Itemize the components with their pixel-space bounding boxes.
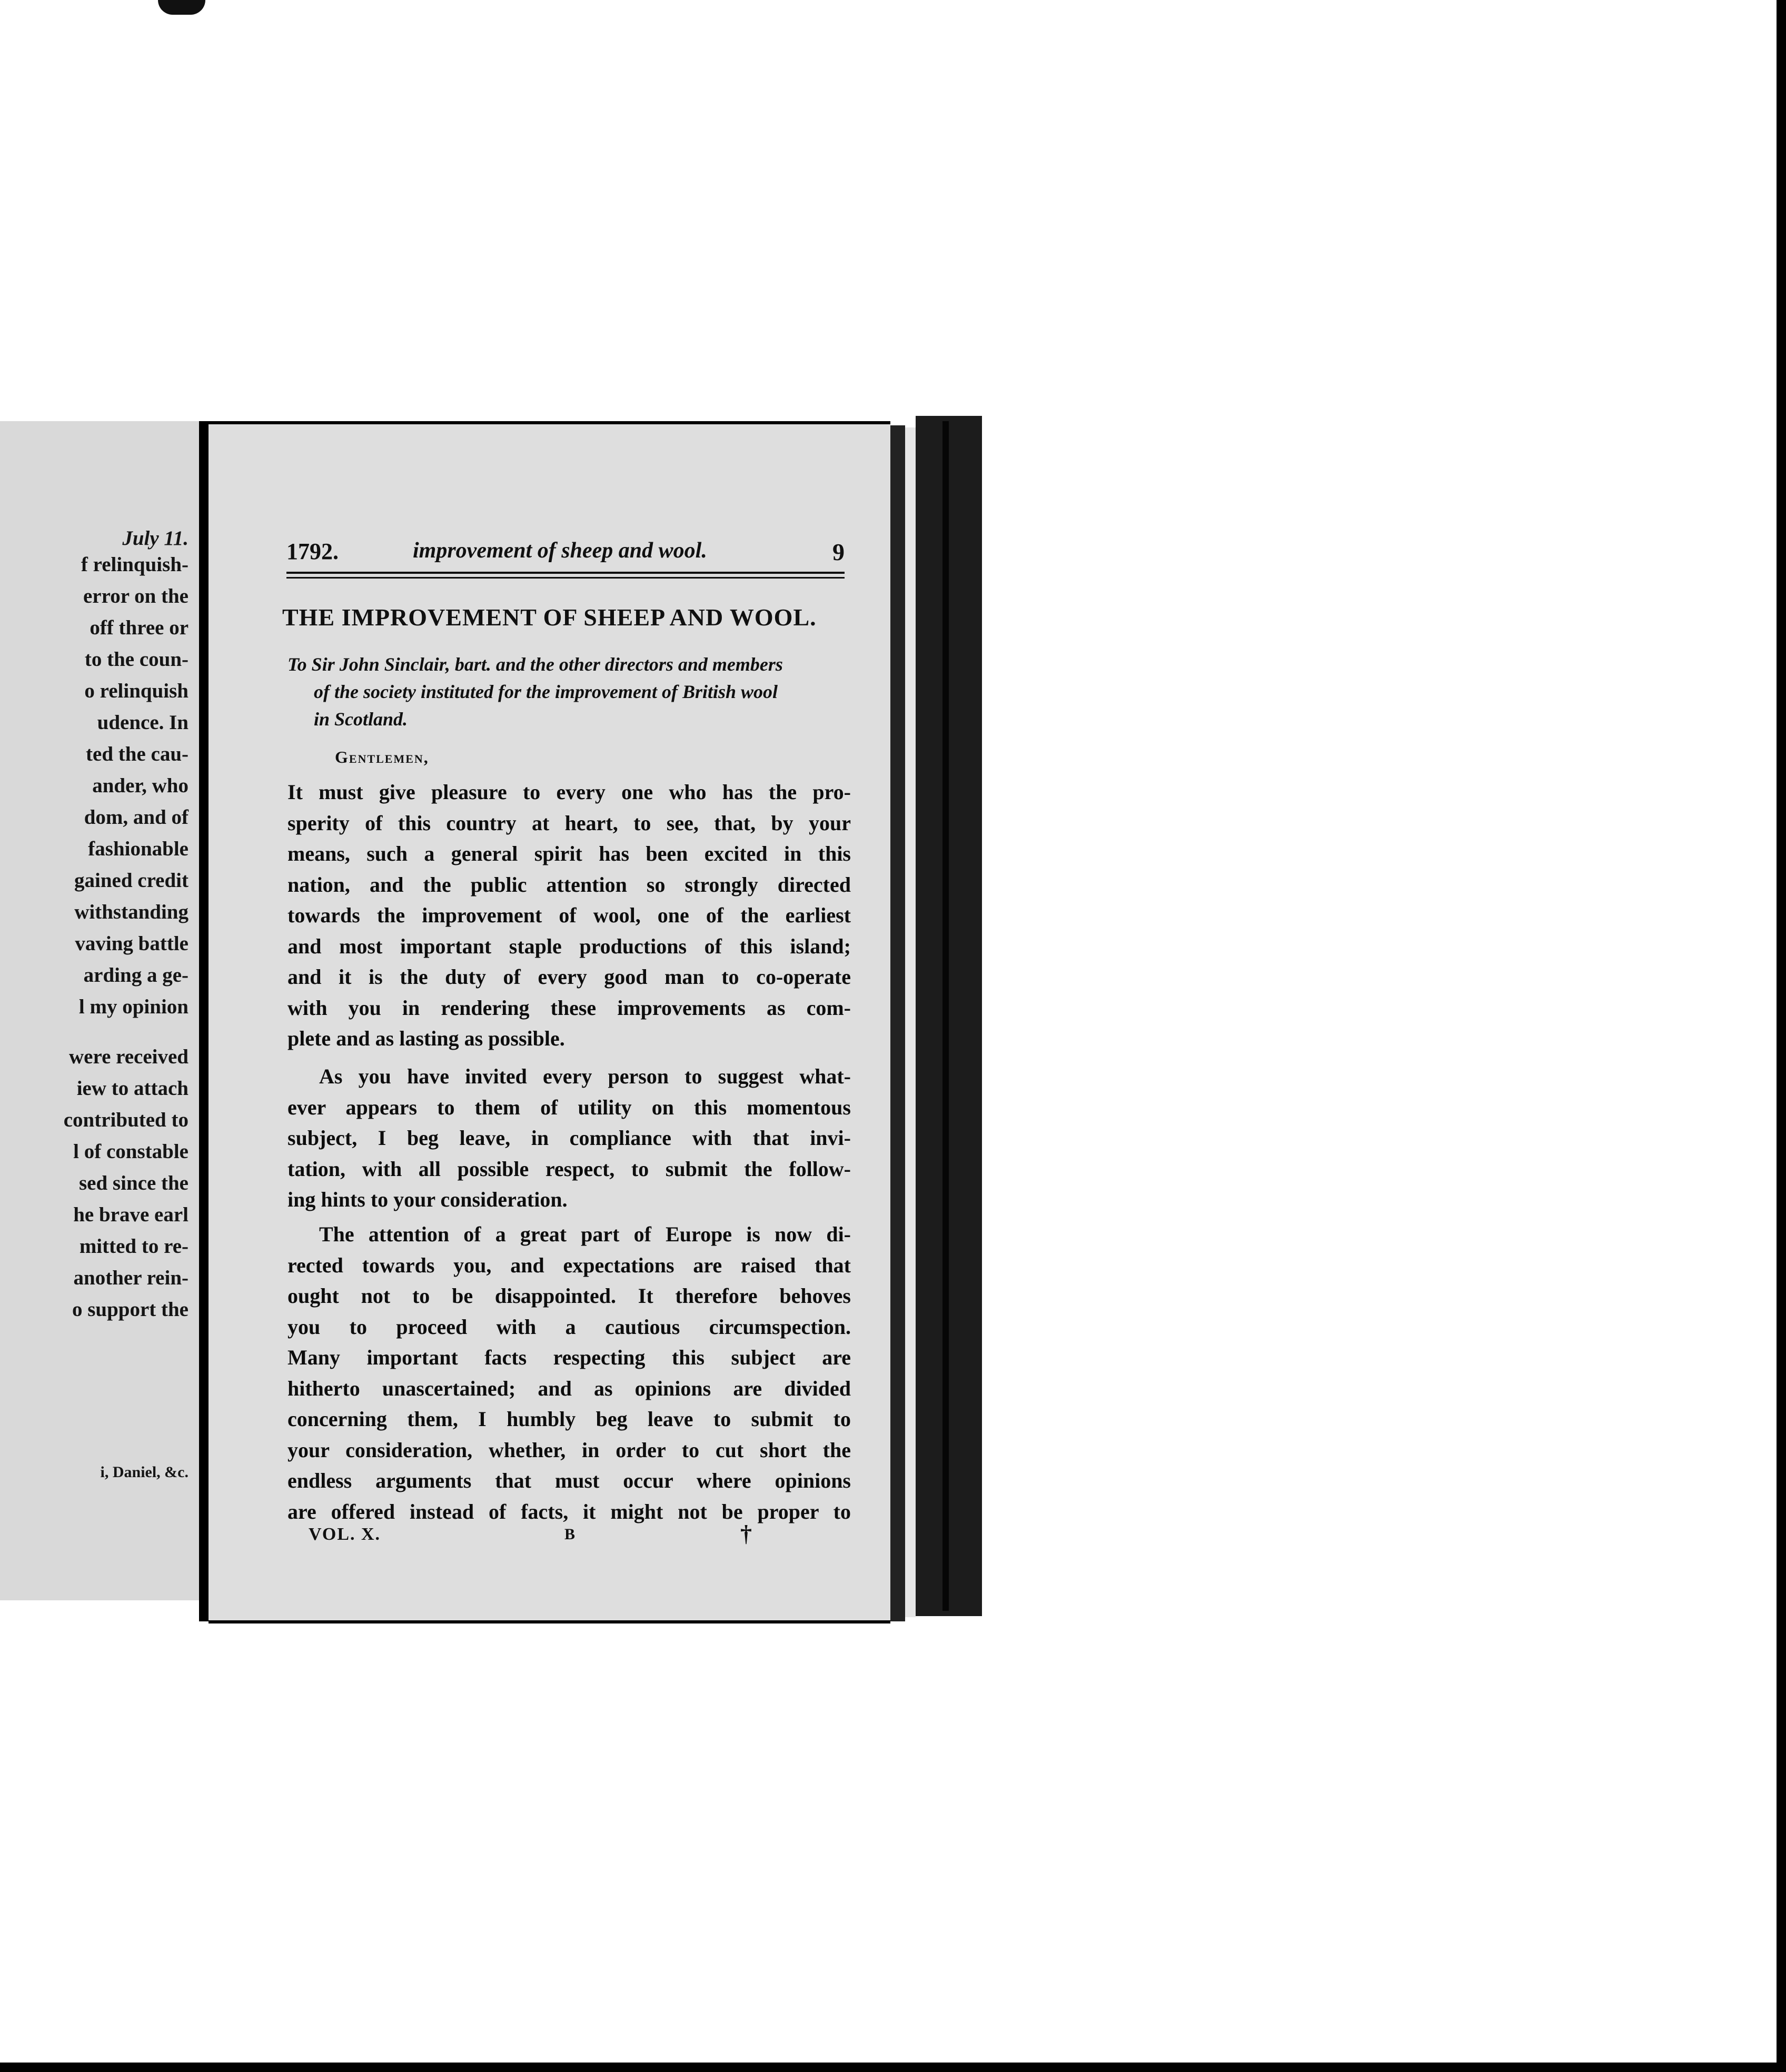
text-line: are offered instead of facts, it might not be proper to [287,1499,851,1523]
text-line: and most important staple productions of this island; [287,934,851,958]
right-page [209,421,890,1623]
left-page-line: mitted to re- [79,1235,188,1258]
text-line: The attention of a great part of Europe is now di- [319,1222,851,1246]
running-head-year: 1792. [286,539,339,564]
text-line: ought not to be disappointed. It therefore behoves [287,1284,851,1308]
left-page-line: o relinquish [84,680,188,702]
left-page-line: withstanding [74,901,188,923]
text-line: subject, I beg leave, in compliance with that invi- [287,1126,851,1150]
address-line: of the society instituted for the improvement of British wool [314,681,778,702]
signature-dagger: † [740,1521,752,1547]
text-line: sperity of this country at heart, to see, that, by your [287,811,851,835]
left-page-line: i, Daniel, &c. [100,1463,188,1481]
article-title: THE IMPROVEMENT OF SHEEP AND WOOL. [282,604,817,631]
page-edges [905,427,916,1617]
text-line: ever appears to them of utility on this momentous [287,1095,851,1119]
text-line: As you have invited every person to suggest what- [319,1064,851,1088]
paragraph-2 [287,1061,851,1216]
paragraph-1 [287,777,851,1054]
left-page-line: f relinquish- [81,553,188,576]
text-line: means, such a general spirit has been excited in this [287,842,851,865]
text-line: and it is the duty of every good man to co-operate [287,965,851,989]
left-page-line: vaving battle [75,932,188,955]
text-line: your consideration, whether, in order to cut short the [287,1438,851,1462]
text-line: ing hints to your consideration. [287,1188,568,1211]
header-rule-bottom [286,577,845,579]
signature-volume: VOL. X. [309,1525,381,1544]
text-line: concerning them, I humbly beg leave to submit to [287,1407,851,1431]
running-head [286,538,845,564]
book-cover-edge [916,416,982,1616]
salutation: Gentlemen, [335,748,429,766]
header-rule-top [286,572,845,574]
text-line: you to proceed with a cautious circumspection. [287,1314,851,1339]
left-page-line: udence. In [97,711,188,734]
paragraph-3 [287,1219,851,1527]
text-line: tation, with all possible respect, to submit the follow- [287,1157,851,1181]
left-page-line: ted the cau- [86,743,188,765]
book-spread [0,400,990,1627]
text-line: Many important facts respecting this subject are [287,1346,851,1369]
left-page-line: iew to attach [76,1077,188,1100]
signature-mark: B [564,1526,576,1543]
text-line: nation, and the public attention so strongly directed [287,872,851,896]
left-page-line: July 11. [122,527,188,550]
left-page-line: off three or [90,616,188,639]
left-page-line: arding a ge- [83,964,188,987]
address-block [287,651,851,733]
left-page-line: gained credit [74,869,188,892]
left-page-line: dom, and of [84,806,188,829]
left-page-line: were received [68,1045,188,1068]
left-page [0,421,203,1600]
left-page-line: l my opinion [78,995,188,1018]
left-page-line: another rein- [73,1267,188,1289]
text-line: with you in rendering these improvements as com- [287,995,851,1020]
left-page-line: contributed to [63,1109,188,1131]
book-gutter [199,421,209,1621]
left-page-line: l of constable [73,1140,188,1163]
left-page-line: he brave earl [73,1203,188,1226]
left-page-line: error on the [83,585,188,607]
page-number: 9 [832,539,845,565]
scan-artifact [158,0,205,15]
left-page-line: to the coun- [84,648,188,671]
address-line: To Sir John Sinclair, bart. and the other directors and members [287,654,783,675]
left-page-line: o support the [72,1298,188,1321]
text-line: plete and as lasting as possible. [287,1027,565,1050]
running-head-title: improvement of sheep and wool. [413,539,707,563]
left-page-line: sed since the [79,1172,188,1194]
left-page-line: ander, who [92,774,188,797]
page-edges [890,425,905,1621]
text-line: hitherto unascertained; and as opinions are divided [287,1376,851,1400]
text-line: towards the improvement of wool, one of the earliest [287,903,851,927]
left-page-line: fashionable [88,838,188,860]
text-line: endless arguments that must occur where opinions [287,1469,851,1492]
text-line: rected towards you, and expectations are raised that [287,1253,851,1277]
text-line: It must give pleasure to every one who has the pro- [287,780,851,804]
book-cover-edge [942,421,949,1611]
address-line: in Scotland. [314,709,408,730]
